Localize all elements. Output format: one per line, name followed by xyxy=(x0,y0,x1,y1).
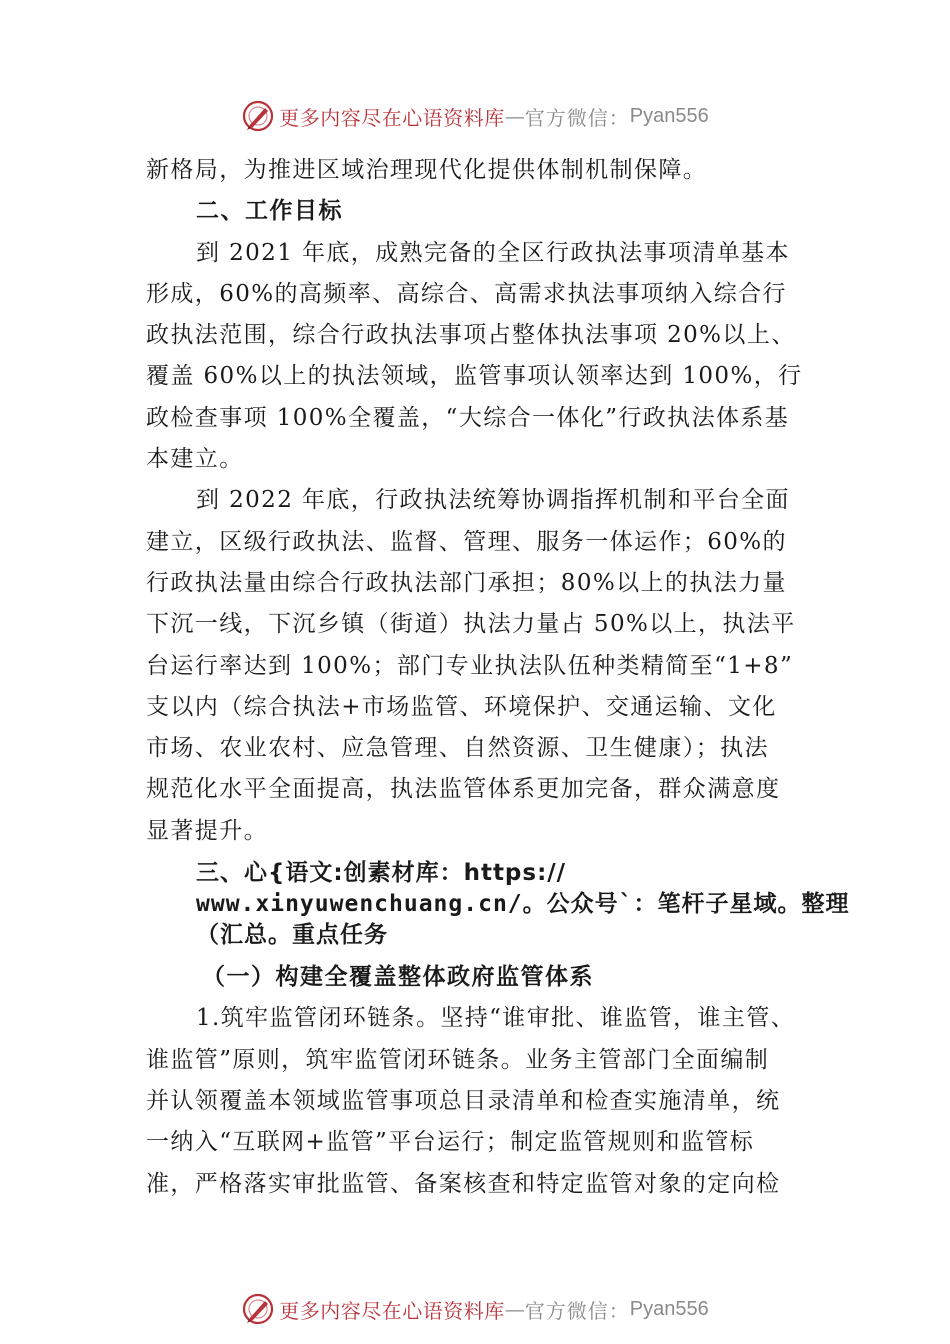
text-line: 到 2022 年底，行政执法统筹协调指挥机制和平台全面 xyxy=(196,487,790,514)
banner-wechat-label: 官方微信： xyxy=(524,1298,630,1323)
text-line: 覆盖 60%以上的执法领域，监管事项认领率达到 100%，行 xyxy=(146,363,803,390)
footer-banner xyxy=(0,1289,950,1329)
text-line: 准，严格落实审批监管、备案核查和特定监管对象的定向检 xyxy=(146,1170,781,1197)
banner-dash: — xyxy=(504,1297,525,1321)
text-line: 下沉一线，下沉乡镇（街道）执法力量占 50%以上，执法平 xyxy=(146,611,796,638)
banner-dash: — xyxy=(504,104,525,128)
banner-wechat-label: 官方微信： xyxy=(524,105,630,130)
text-line: 政检查事项 100%全覆盖，“大综合一体化”行政执法体系基 xyxy=(146,404,790,431)
text-line: 本建立。 xyxy=(146,446,244,473)
text-line: 台运行率达到 100%；部门专业执法队伍种类精简至“1+8” xyxy=(146,652,794,679)
heading-key-tasks xyxy=(146,858,850,951)
heading-line: （汇总。重点任务 xyxy=(196,922,388,949)
document-body xyxy=(146,150,850,1205)
text-line: 形成，60%的高频率、高综合、高需求执法事项纳入综合行 xyxy=(146,280,787,307)
heading-subsection-1: （一）构建全覆盖整体政府监管体系 xyxy=(202,964,594,991)
pen-logo-icon xyxy=(241,1292,275,1326)
paragraph-intro-end: 新格局，为推进区域治理现代化提供体制机制保障。 xyxy=(146,157,708,183)
text-line: 1.筑牢监管闭环链条。坚持“谁审批、谁监管，谁主管、 xyxy=(196,1005,796,1032)
text-line: 市场、农业农村、应急管理、自然资源、卫生健康）；执法 xyxy=(146,735,769,762)
text-line: 一纳入“互联网+监管”平台运行；制定监管规则和监管标 xyxy=(146,1129,755,1156)
text-line: 到 2021 年底，成熟完备的全区行政执法事项清单基本 xyxy=(196,239,790,266)
banner-library-text: 更多内容尽在心语资料库 xyxy=(279,105,505,130)
text-line: 政执法范围，综合行政执法事项占整体执法事项 20%以上、 xyxy=(146,322,796,349)
heading-line: 三、心{语文:创素材库：https:// xyxy=(196,860,567,887)
paragraph-goals-2022 xyxy=(146,480,808,852)
text-line: 规范化水平全面提高，执法监管体系更加完备，群众满意度 xyxy=(146,776,781,803)
pen-logo-icon xyxy=(241,99,275,133)
text-line: 谁监管”原则，筑牢监管闭环链条。业务主管部门全面编制 xyxy=(146,1046,770,1073)
text-line: 建立，区级行政执法、监督、管理、服务一体运作；60%的 xyxy=(146,528,787,555)
text-line: 支以内（综合执法+市场监管、环境保护、交通运输、文化 xyxy=(146,693,777,720)
text-line: 行政执法量由综合行政执法部门承担；80%以上的执法力量 xyxy=(146,569,787,596)
heading-line: www.xinyuwenchuang.cn/。公众号`：笔杆子星域。整理 xyxy=(196,891,850,918)
banner-library-text: 更多内容尽在心语资料库 xyxy=(279,1298,505,1323)
header-banner xyxy=(0,96,950,136)
heading-work-goals: 二、工作目标 xyxy=(196,198,343,225)
paragraph-task-1 xyxy=(146,998,808,1204)
banner-wechat-handle: Pyan556 xyxy=(629,104,709,127)
banner-wechat-handle: Pyan556 xyxy=(629,1297,709,1320)
text-line: 并认领覆盖本领域监管事项总目录清单和检查实施清单，统 xyxy=(146,1087,781,1114)
text-line: 显著提升。 xyxy=(146,817,268,844)
paragraph-goals-2021 xyxy=(146,233,808,481)
